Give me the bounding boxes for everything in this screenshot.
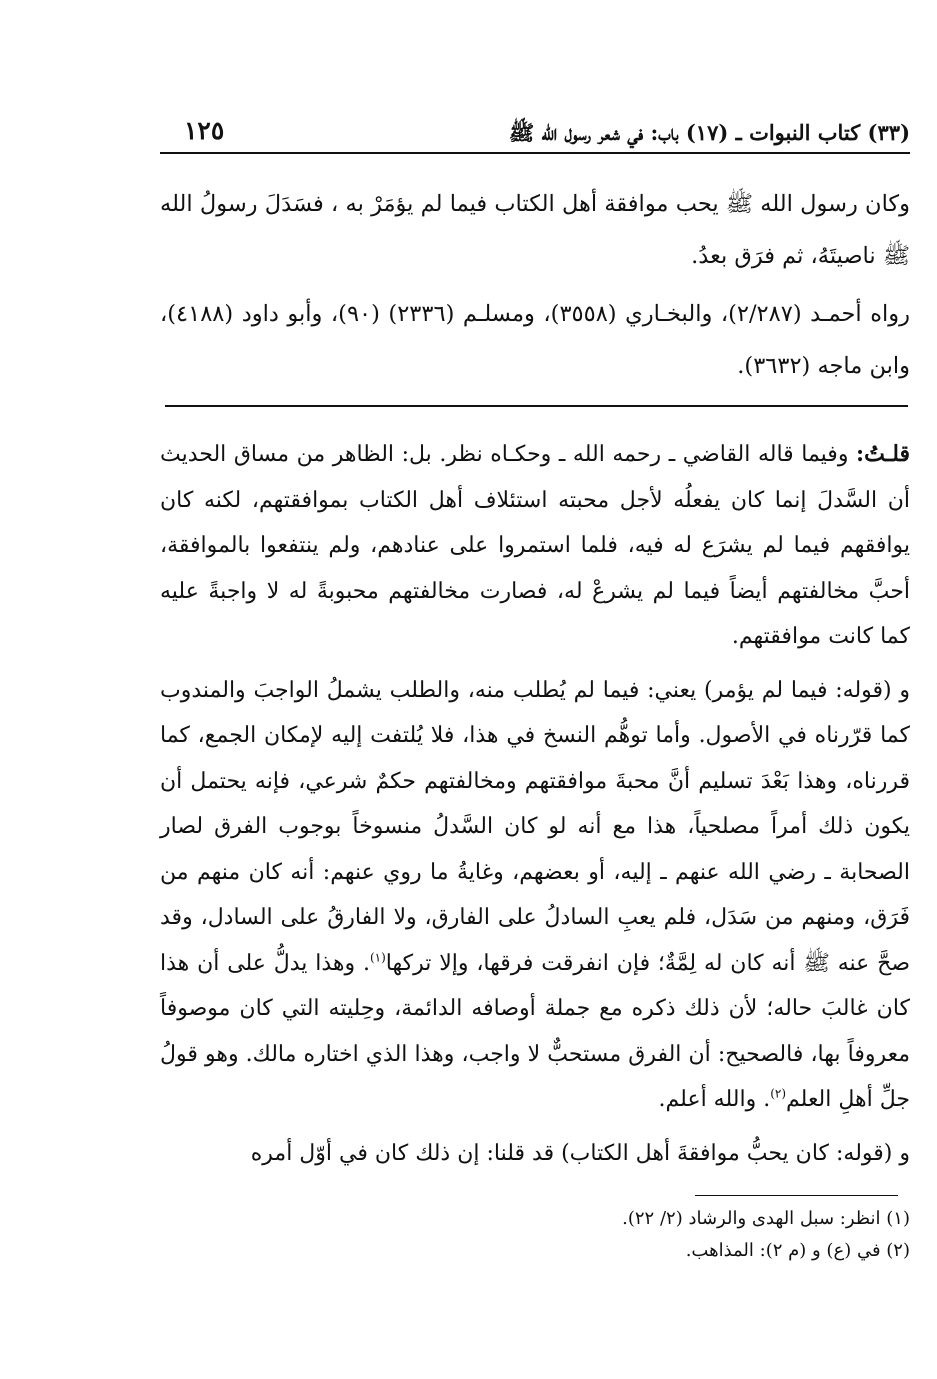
footnote-ref-1[interactable]: (١) <box>369 950 386 965</box>
commentary <box>160 432 910 1176</box>
running-header <box>160 112 910 154</box>
commentary-text-1: وفيما قاله القاضي ـ رحمه الله ـ وحكـاه نظر. بل: الظاهر من مساق الحديث أن السَّدلَ إنما كان يفعلُه لأجل محبته استئلاف أهل الكتاب بموافقتهم، لكنه كان يوافقهم فيما لم يشرَع له فيه، فلما استمروا على عنادهم، ولم ينتفعوا بالموافقة، أحبَّ مخالفتهم أيضاً فيما لم يشرعْ له، فصارت مخالفتهم محبوبةً له لا واجبةً عليه كما كانت موافقتهم. <box>160 442 910 649</box>
commentary-paragraph-1 <box>160 432 910 660</box>
hadith-source: رواه أحمـد (٢/٢٨٧)، والبخـاري (٣٥٥٨)، ومسلـم (٢٣٣٦) (٩٠)، وأبو داود (٤١٨٨)، وابن ماجه (٣٦٣٢). <box>160 301 910 379</box>
commentary-text-2-tail: . وهذا يدلُّ على أن هذا كان غالبَ حاله؛ لأن ذلك ذكره مع جملة أوصافه الدائمة، وحِليته التي كان موصوفاً معروفاً بها، فالصحيح: أن الفرق مستحبٌّ لا واجب، وهذا الذي اختاره مالك. وهو قولُ جلِّ أهلِ العلم <box>160 950 910 1112</box>
footnote-2: (٢) في (ع) و (م ٢): المذاهب. <box>685 1240 910 1261</box>
section-divider <box>165 405 908 407</box>
commentary-text-2: و (قوله: فيما لم يؤمر) يعني: فيما لم يُطلب منه، والطلب يشملُ الواجبَ والمندوب كما قرّرناه في الأصول. وأما توهُّم النسخ في هذا، فلا يُلتفت إليه لإمكان الجمع، كما قررناه، وهذا بَعْدَ تسليم أنَّ محبةَ موافقتهم ومخالفتهم حكمٌ شرعي، فإنه يحتمل أن يكون ذلك أمراً مصلحياً، هذا مع أنه لو كان السَّدلُ منسوخاً بوجوب الفرق لصار الصحابة ـ رضي الله عنهم ـ إليه، أو بعضهم، وغايةُ ما روي عنهم: أنه كان منهم من فَرَق، ومنهم من سَدَل، فلم يعبِ السادلُ على الفارق، ولا الفارقُ على السادل، وقد صحَّ عنه ﷺ أنه كان له لِمَّةٌ؛ فإن انفرقت فرقها، وإلا تركها <box>160 677 911 976</box>
hadith-text <box>160 178 910 392</box>
footnote-ref-2[interactable]: (٢) <box>770 1086 787 1101</box>
commentary-paragraph-2 <box>160 668 910 1123</box>
commentary-lead: قلـتُ: <box>856 441 910 467</box>
hadith-body: وكان رسول الله ﷺ يحب موافقة أهل الكتاب فيما لم يؤمَرْ به ، فسَدَلَ رسولُ الله ﷺ ناصيتَهُ، ثم فرَق بعدُ. <box>160 191 910 269</box>
commentary-paragraph-3 <box>160 1131 910 1177</box>
commentary-text-2-end: . والله أعلم. <box>658 1087 771 1112</box>
footnotes <box>560 1203 910 1267</box>
commentary-text-3: و (قوله: كان يحبُّ موافقةَ أهل الكتاب) قد قلنا: إن ذلك كان في أوّل أمره <box>250 1140 910 1166</box>
footnote-1: (١) انظر: سبل الهدى والرشاد (٢/ ٢٢). <box>622 1208 910 1229</box>
page-number: ١٢٥ <box>184 116 225 145</box>
footnote-rule <box>695 1195 898 1196</box>
header-title: (٣٣) كتاب النبوات ـ (١٧) باب: في شعر رسول الله ﷺ <box>508 120 910 145</box>
